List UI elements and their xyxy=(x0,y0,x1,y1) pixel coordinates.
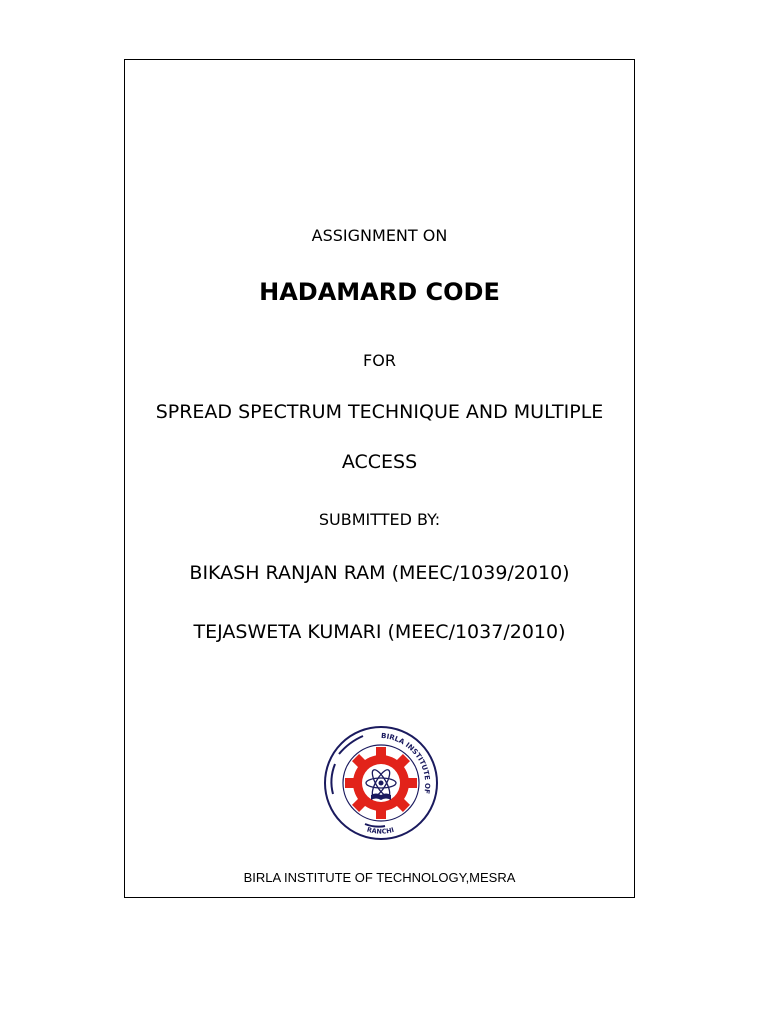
seal-ring-bottom-text: RANCHI xyxy=(366,825,395,836)
author-2: TEJASWETA KUMARI (MEEC/1037/2010) xyxy=(193,621,566,643)
seal-ring-text: BIRLA INSTITUTE OF xyxy=(380,731,432,795)
author-1: BIKASH RANJAN RAM (MEEC/1039/2010) xyxy=(189,562,570,584)
submitted-by-label: SUBMITTED BY: xyxy=(318,510,441,529)
subject-line-2: ACCESS xyxy=(341,451,418,473)
subject-line-1: SPREAD SPECTRUM TECHNIQUE AND MULTIPLE xyxy=(155,401,604,423)
for-label: FOR xyxy=(363,351,396,370)
institution-footer: BIRLA INSTITUTE OF TECHNOLOGY,MESRA xyxy=(243,870,516,885)
institute-seal-icon xyxy=(315,724,447,842)
assignment-heading: ASSIGNMENT ON xyxy=(311,226,448,245)
page-frame xyxy=(124,59,635,898)
document-title: HADAMARD CODE xyxy=(259,278,500,306)
